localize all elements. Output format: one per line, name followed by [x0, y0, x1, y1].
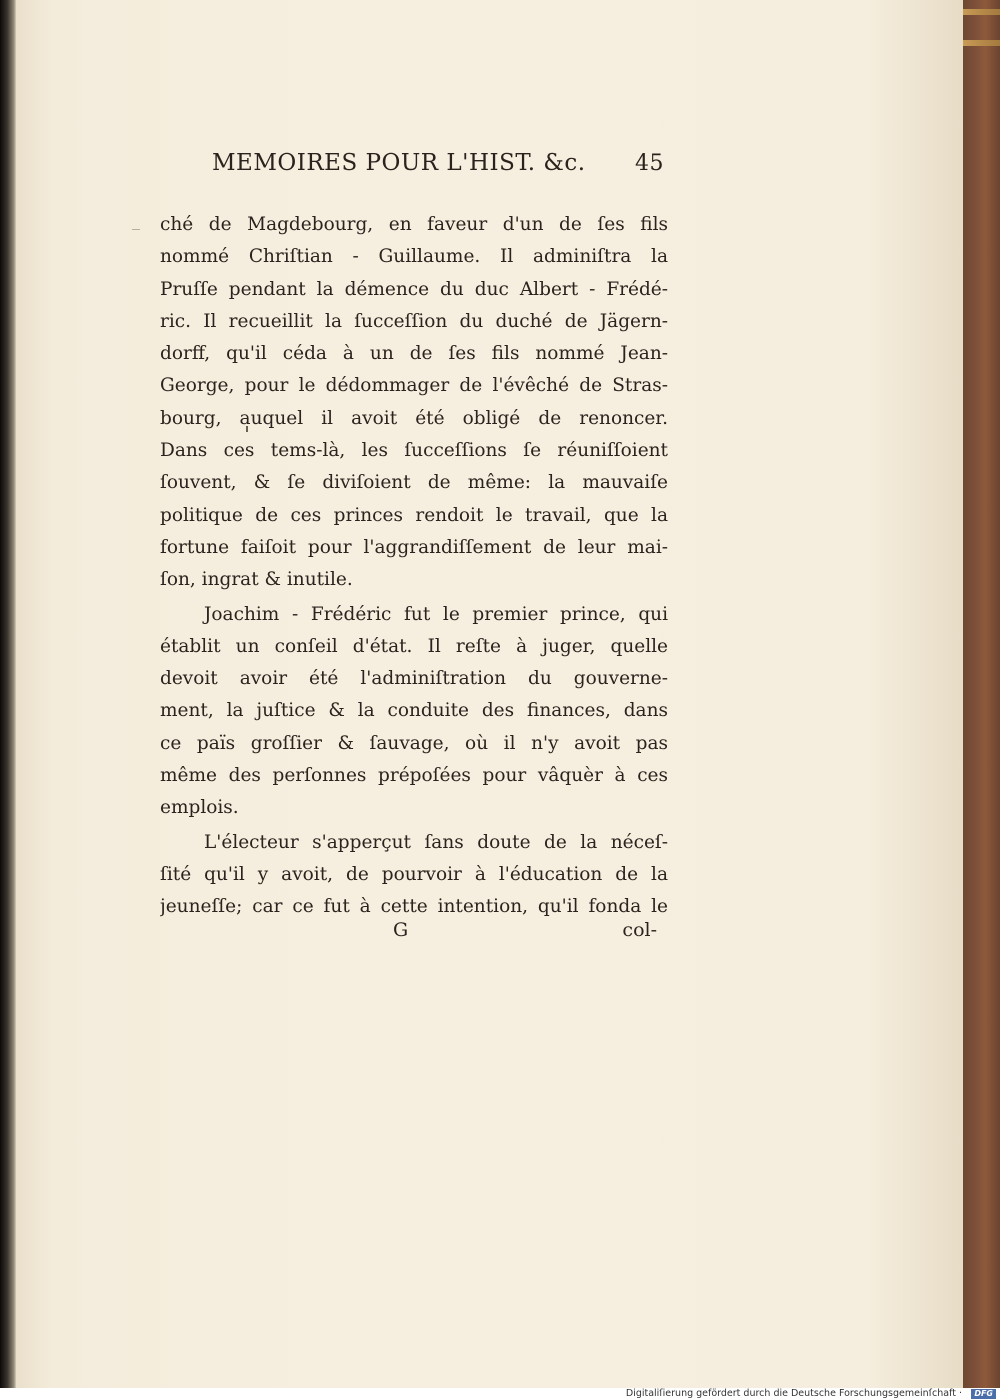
dfg-logo-icon: DFG: [971, 1389, 996, 1399]
text-line: ſouvent, & ſe diviſoient de même: la mauvaiſe: [160, 472, 668, 494]
text-line: George, pour le dédommager de l'évêché de Stras-: [160, 375, 668, 397]
text-line: établit un conſeil d'état. Il reſte à juger, quelle: [160, 635, 668, 657]
text-line: bourg, auquel il avoit été obligé de renoncer.: [160, 407, 668, 429]
margin-mark: [132, 229, 140, 230]
text-line: politique de ces princes rendoit le travail, que la: [160, 504, 668, 526]
text-line: nommé Chriſtian - Guillaume. Il adminiſtra la: [160, 246, 668, 268]
cover-gilt-band: [963, 9, 1000, 15]
running-head-title: MEMOIRES POUR L'HIST. &c.: [212, 150, 586, 176]
text-line: Pruſſe pendant la démence du duc Albert - Frédé-: [160, 278, 668, 300]
text-line: Dans ces tems-là, les ſucceſſions ſe réuniſſoient: [160, 440, 668, 462]
text-line: fortune faiſoit pour l'aggrandiſſement de leur mai-: [160, 536, 668, 558]
text-line: emplois.: [160, 797, 239, 819]
text-line: L'électeur s'apperçut ſans doute de la néceſ-: [204, 831, 668, 853]
text-line: devoit avoir été l'adminiſtration du gouverne-: [160, 668, 668, 690]
book-cover-edge: [963, 0, 1000, 1388]
text-line: ce païs groſſier & ſauvage, où il n'y avoit pas: [160, 732, 668, 754]
digitization-credit: Digitaliſierung gefördert durch die Deutsche Forschungsgemeinſchaft ·: [625, 1388, 962, 1399]
text-line: même des perſonnes prépoſées pour vâquèr à ces: [160, 765, 668, 787]
signature-mark: G: [393, 919, 409, 941]
text-line: jeuneſſe; car ce fut à cette intention, qu'il fonda le: [160, 896, 668, 918]
text-line: Joachim - Frédéric fut le premier prince, qui: [204, 603, 668, 625]
cover-gilt-band: [963, 40, 1000, 46]
page-footer-marks: [393, 919, 657, 951]
text-line: ché de Magdebourg, en faveur d'un de ſes fils: [160, 214, 668, 235]
text-line: ment, la juſtice & la conduite des finances, dans: [160, 700, 668, 722]
catchword: col-: [622, 919, 657, 941]
text-line: ſon, ingrat & inutile.: [160, 569, 353, 591]
page-number: 45: [635, 151, 664, 176]
text-line: dorff, qu'il céda à un de ſes fils nommé Jean-: [160, 343, 668, 365]
text-line: ſité qu'il y avoit, de pourvoir à l'éducation de la: [160, 863, 668, 885]
running-head: [212, 150, 664, 190]
text-line: ric. Il recueillit la ſucceſſion du duché de Jägern-: [160, 310, 668, 332]
body-text: [160, 209, 668, 924]
book-gutter-edge: [0, 0, 16, 1390]
